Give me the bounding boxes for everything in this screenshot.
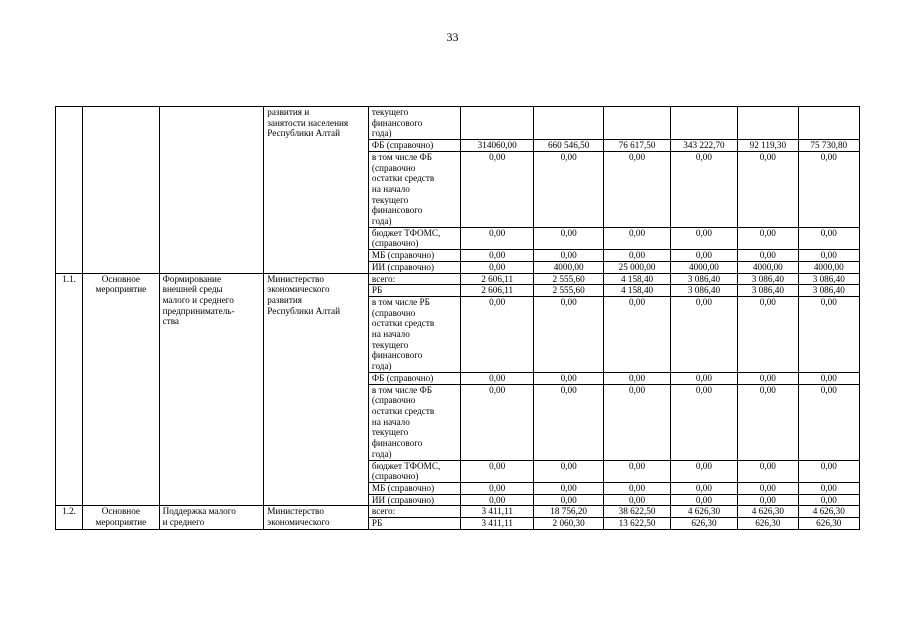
value-cell: 0,00 [798,227,859,249]
funding-source-cell: ИИ (справочно) [368,261,461,273]
value-cell: 0,00 [533,250,603,262]
table-row [56,107,860,140]
value-cell: 3 086,40 [670,273,737,285]
value-cell: 38 622,50 [604,506,670,518]
value-cell [533,107,603,140]
value-cell: 2 606,11 [461,273,533,285]
value-cell: 0,00 [461,372,533,384]
type-cell: Основное мероприятие [83,273,159,506]
type-cell [83,107,159,274]
value-cell: 3 086,40 [798,285,859,297]
value-cell: 0,00 [604,151,670,227]
budget-table [55,106,860,530]
funding-source-cell: в том числе ФБ (справочно остатки средств на начало текущего финансового года) [368,384,461,460]
value-cell: 4 158,40 [604,273,670,285]
value-cell: 0,00 [670,250,737,262]
value-cell: 92 119,30 [738,140,798,152]
value-cell: 626,30 [670,518,737,530]
funding-source-cell: ФБ (справочно) [368,372,461,384]
value-cell: 0,00 [604,250,670,262]
value-cell: 3 086,40 [798,273,859,285]
value-cell: 0,00 [738,296,798,372]
value-cell: 0,00 [533,494,603,506]
value-cell: 2 555,60 [533,273,603,285]
value-cell: 0,00 [604,384,670,460]
value-cell: 0,00 [604,372,670,384]
executor-cell: развития и занятости населения Республики Алтай [264,107,369,274]
value-cell: 0,00 [738,494,798,506]
value-cell [798,107,859,140]
value-cell: 0,00 [738,227,798,249]
name-cell: Формирование внешней среды малого и среднего предприниматель- ства [159,273,264,506]
value-cell: 0,00 [604,494,670,506]
value-cell: 0,00 [533,372,603,384]
name-cell [159,107,264,274]
value-cell: 0,00 [604,227,670,249]
value-cell: 0,00 [533,482,603,494]
value-cell: 0,00 [461,494,533,506]
value-cell: 0,00 [738,482,798,494]
executor-cell: Министерство экономического развития Республики Алтай [264,273,369,506]
value-cell: 18 756,20 [533,506,603,518]
value-cell: 0,00 [738,250,798,262]
value-cell: 0,00 [461,261,533,273]
page-number: 33 [446,30,459,44]
funding-source-cell: всего: [368,273,461,285]
value-cell: 2 060,30 [533,518,603,530]
value-cell: 0,00 [670,372,737,384]
funding-source-cell: МБ (справочно) [368,482,461,494]
value-cell: 0,00 [670,460,737,482]
value-cell: 4000,00 [738,261,798,273]
value-cell: 0,00 [461,151,533,227]
value-cell: 0,00 [798,482,859,494]
value-cell: 0,00 [670,296,737,372]
value-cell: 0,00 [798,460,859,482]
value-cell: 0,00 [461,384,533,460]
value-cell: 0,00 [533,460,603,482]
value-cell [670,107,737,140]
funding-source-cell: всего: [368,506,461,518]
value-cell: 4 158,40 [604,285,670,297]
funding-source-cell: РБ [368,518,461,530]
value-cell: 4 626,30 [670,506,737,518]
value-cell: 0,00 [798,384,859,460]
funding-source-cell: ИИ (справочно) [368,494,461,506]
value-cell [461,107,533,140]
executor-cell: Министерство экономического [264,506,369,529]
value-cell: 13 622,50 [604,518,670,530]
value-cell: 0,00 [533,227,603,249]
value-cell: 0,00 [670,384,737,460]
number-cell: 1.1. [56,273,83,506]
value-cell: 0,00 [670,151,737,227]
value-cell: 0,00 [670,494,737,506]
value-cell: 0,00 [798,296,859,372]
value-cell: 0,00 [798,151,859,227]
value-cell: 0,00 [533,151,603,227]
funding-source-cell: ФБ (справочно) [368,140,461,152]
value-cell: 3 086,40 [738,285,798,297]
value-cell: 0,00 [738,460,798,482]
type-cell: Основное мероприятие [83,506,159,529]
value-cell: 0,00 [604,460,670,482]
name-cell: Поддержка малого и среднего [159,506,264,529]
funding-source-cell: текущего финансового года) [368,107,461,140]
value-cell: 343 222,70 [670,140,737,152]
value-cell: 0,00 [461,250,533,262]
value-cell: 2 555,60 [533,285,603,297]
value-cell [738,107,798,140]
funding-source-cell: в том числе РБ (справочно остатки средств на начало текущего финансового года) [368,296,461,372]
value-cell: 0,00 [798,372,859,384]
value-cell: 0,00 [738,151,798,227]
value-cell: 0,00 [533,384,603,460]
number-cell: 1.2. [56,506,83,529]
value-cell: 0,00 [533,296,603,372]
value-cell [604,107,670,140]
value-cell: 0,00 [461,227,533,249]
funding-source-cell: бюджет ТФОМС, (справочно) [368,227,461,249]
table-row [56,506,860,518]
value-cell: 626,30 [738,518,798,530]
value-cell: 4000,00 [670,261,737,273]
funding-source-cell: МБ (справочно) [368,250,461,262]
value-cell: 0,00 [604,482,670,494]
value-cell: 2 606,11 [461,285,533,297]
value-cell: 660 546,50 [533,140,603,152]
value-cell: 4000,00 [798,261,859,273]
value-cell: 76 617,50 [604,140,670,152]
value-cell: 4 626,30 [738,506,798,518]
funding-source-cell: в том числе ФБ (справочно остатки средств на начало текущего финансового года) [368,151,461,227]
funding-source-cell: РБ [368,285,461,297]
value-cell: 3 411,11 [461,506,533,518]
value-cell: 0,00 [461,460,533,482]
value-cell: 0,00 [670,482,737,494]
value-cell: 0,00 [798,494,859,506]
value-cell: 3 086,40 [738,273,798,285]
value-cell: 0,00 [738,384,798,460]
value-cell: 314060,00 [461,140,533,152]
value-cell: 0,00 [670,227,737,249]
value-cell: 75 730,80 [798,140,859,152]
value-cell: 626,30 [798,518,859,530]
number-cell [56,107,83,274]
value-cell: 0,00 [798,250,859,262]
funding-source-cell: бюджет ТФОМС, (справочно) [368,460,461,482]
value-cell: 25 000,00 [604,261,670,273]
value-cell: 0,00 [604,296,670,372]
value-cell: 4000,00 [533,261,603,273]
value-cell: 0,00 [461,482,533,494]
value-cell: 0,00 [461,296,533,372]
value-cell: 4 626,30 [798,506,859,518]
value-cell: 0,00 [738,372,798,384]
value-cell: 3 086,40 [670,285,737,297]
table-row [56,273,860,285]
value-cell: 3 411,11 [461,518,533,530]
